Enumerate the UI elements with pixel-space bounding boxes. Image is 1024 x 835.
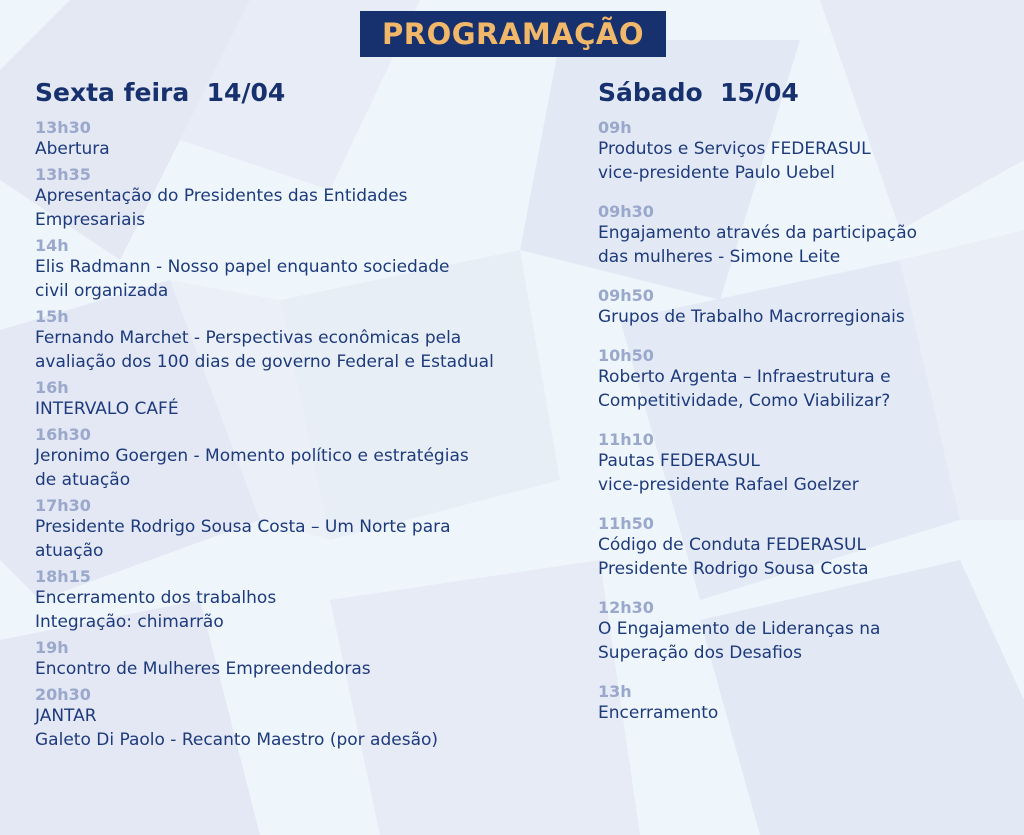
session-description: INTERVALO CAFÉ	[35, 399, 179, 419]
session-time: 12h30	[598, 598, 654, 617]
session-time: 10h50	[598, 346, 654, 365]
session-description: Fernando Marchet - Perspectivas econômicas pela avaliação dos 100 dias de governo Federal e Estadual	[35, 328, 494, 372]
saturday-schedule	[598, 78, 1018, 742]
session-time: 13h	[598, 682, 632, 701]
session-description: Jeronimo Goergen - Momento político e estratégias de atuação	[35, 446, 469, 490]
schedule-item	[598, 514, 1018, 581]
session-description: Código de Conduta FEDERASUL Presidente Rodrigo Sousa Costa	[598, 535, 869, 579]
schedule-item	[598, 598, 1018, 665]
schedule-item	[35, 307, 595, 374]
session-description: Presidente Rodrigo Sousa Costa – Um Norte para atuação	[35, 517, 451, 561]
session-time: 16h30	[35, 425, 91, 444]
schedule-item	[35, 236, 595, 303]
session-time: 11h10	[598, 430, 654, 449]
session-description: Apresentação do Presidentes das Entidades Empresariais	[35, 186, 408, 230]
schedule-item	[598, 118, 1018, 185]
session-time: 13h35	[35, 165, 91, 184]
session-description: O Engajamento de Lideranças na Superação dos Desafios	[598, 619, 881, 663]
session-description: Engajamento através da participação das mulheres - Simone Leite	[598, 223, 918, 267]
session-time: 16h	[35, 378, 69, 397]
session-time: 09h	[598, 118, 632, 137]
schedule-item	[35, 118, 595, 161]
page-title: PROGRAMAÇÃO	[382, 17, 644, 51]
session-description: Encerramento	[598, 703, 719, 723]
schedule-item	[598, 430, 1018, 497]
title-banner	[360, 11, 666, 57]
schedule-item	[598, 202, 1018, 269]
day-heading: Sábado 15/04	[598, 78, 799, 107]
session-description: Roberto Argenta – Infraestrutura e Competitividade, Como Viabilizar?	[598, 367, 891, 411]
schedule-item	[35, 567, 595, 634]
schedule-item	[598, 346, 1018, 413]
session-time: 18h15	[35, 567, 91, 586]
session-time: 19h	[35, 638, 69, 657]
session-description: JANTAR Galeto Di Paolo - Recanto Maestro (por adesão)	[35, 706, 439, 750]
session-time: 17h30	[35, 496, 91, 515]
session-description: Produtos e Serviços FEDERASUL vice-presidente Paulo Uebel	[598, 139, 871, 183]
session-time: 15h	[35, 307, 69, 326]
session-time: 13h30	[35, 118, 91, 137]
schedule-item	[598, 286, 1018, 329]
schedule-item	[35, 425, 595, 492]
session-description: Abertura	[35, 139, 110, 159]
schedule-item	[35, 638, 595, 681]
session-description: Pautas FEDERASUL vice-presidente Rafael Goelzer	[598, 451, 859, 495]
session-time: 09h30	[598, 202, 654, 221]
schedule-item	[35, 496, 595, 563]
session-description: Encontro de Mulheres Empreendedoras	[35, 659, 371, 679]
session-description: Elis Radmann - Nosso papel enquanto sociedade civil organizada	[35, 257, 450, 301]
session-description: Encerramento dos trabalhos Integração: chimarrão	[35, 588, 277, 632]
schedule-item	[35, 165, 595, 232]
session-description: Grupos de Trabalho Macrorregionais	[598, 307, 905, 327]
schedule-item	[598, 682, 1018, 725]
session-time: 09h50	[598, 286, 654, 305]
friday-schedule	[35, 78, 595, 756]
session-time: 14h	[35, 236, 69, 255]
session-time: 20h30	[35, 685, 91, 704]
schedule-item	[35, 378, 595, 421]
schedule-item	[35, 685, 595, 752]
day-heading: Sexta feira 14/04	[35, 78, 286, 107]
session-time: 11h50	[598, 514, 654, 533]
